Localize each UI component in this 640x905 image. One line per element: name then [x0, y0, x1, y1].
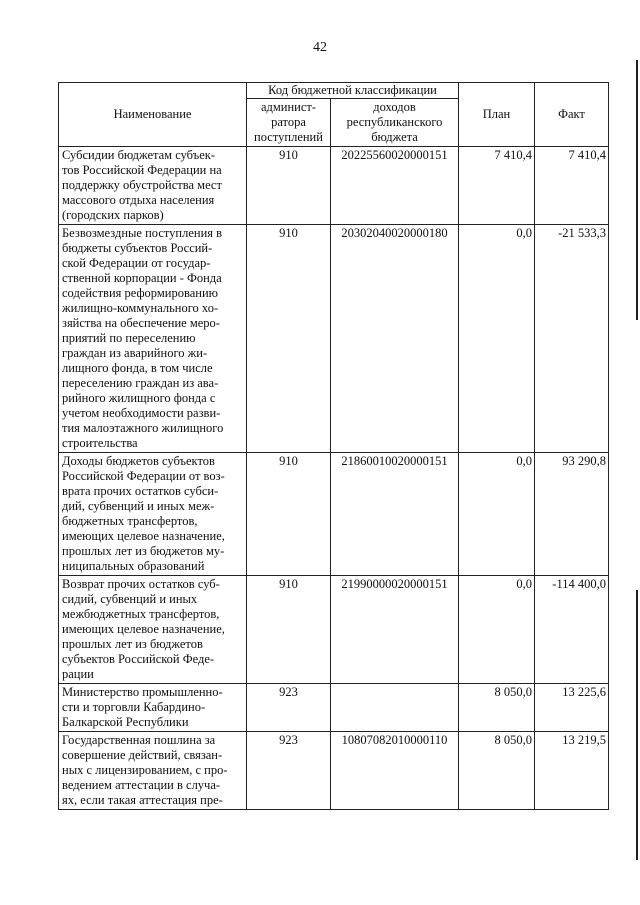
table-row: [59, 684, 609, 732]
row-name: [59, 147, 247, 225]
table-row: [59, 147, 609, 225]
row-admin: 923: [247, 732, 331, 810]
header-name: Наименование: [59, 83, 247, 147]
row-admin: 923: [247, 684, 331, 732]
row-fact: 93 290,8: [535, 453, 609, 576]
row-fact: -21 533,3: [535, 225, 609, 453]
table-row: [59, 453, 609, 576]
row-name: [59, 225, 247, 453]
row-name-text: Возврат прочих остатков суб- сидий, субвенций и иных межбюджетных трансфертов, имеющих целевое назначение, прошлых лет из бюджетов субъектов Российской Феде- рации: [62, 577, 225, 681]
row-plan: 7 410,4: [459, 147, 535, 225]
row-name: [59, 453, 247, 576]
row-admin: 910: [247, 576, 331, 684]
row-name-text: Государственная пошлина за совершение действий, связан- ных с лицензированием, с про- ведением аттестации в случа- ях, если такая аттестация пре-: [62, 733, 228, 807]
row-fact: 13 219,5: [535, 732, 609, 810]
row-code: 20302040020000180: [331, 225, 459, 453]
header-admin-text: админист- ратора поступлений: [254, 100, 323, 144]
table-row: [59, 576, 609, 684]
header-admin: [247, 99, 331, 147]
header-plan: План: [459, 83, 535, 147]
row-fact: -114 400,0: [535, 576, 609, 684]
budget-table: [58, 82, 609, 810]
row-name: [59, 684, 247, 732]
row-name: [59, 576, 247, 684]
scan-edge-mark-top: [636, 60, 638, 320]
row-name-text: Безвозмездные поступления в бюджеты субъектов Россий- ской Федерации от государ- ственной корпорации - Фонда содействия реформированию жилищно-коммунального хо- зяйства на обеспечение меро- приятий по переселению граждан из аварийного жи- лищного фонда, в том числе переселению граждан из ава- рийного жилищного фонда с учетом необходимости разви- тия малоэтажного жилищного строительства: [62, 226, 224, 450]
row-fact: 13 225,6: [535, 684, 609, 732]
row-plan: 8 050,0: [459, 732, 535, 810]
header-income-text: доходов республиканского бюджета: [346, 100, 443, 144]
row-name-text: Субсидии бюджетам субъек- тов Российской Федерации на поддержку обустройства мест массового отдыха населения (городских парков): [62, 148, 222, 222]
row-plan: 8 050,0: [459, 684, 535, 732]
header-income: [331, 99, 459, 147]
row-code: 10807082010000110: [331, 732, 459, 810]
scan-edge-mark-bottom: [636, 590, 638, 860]
table-row: [59, 225, 609, 453]
row-plan: 0,0: [459, 225, 535, 453]
row-code: [331, 684, 459, 732]
row-name-text: Министерство промышленно- сти и торговли Кабардино- Балкарской Республики: [62, 685, 223, 729]
row-code: 20225560020000151: [331, 147, 459, 225]
header-fact: Факт: [535, 83, 609, 147]
row-name-text: Доходы бюджетов субъектов Российской Федерации от воз- врата прочих остатков субси- дий, субвенций и иных меж- бюджетных трансфертов, имеющих целевое назначение, прошлых лет из бюджетов му- ниципальных образований: [62, 454, 225, 573]
header-row-top: [59, 83, 609, 99]
row-code: 21990000020000151: [331, 576, 459, 684]
row-admin: 910: [247, 225, 331, 453]
row-name: [59, 732, 247, 810]
row-admin: 910: [247, 147, 331, 225]
header-code-group: Код бюджетной классификации: [247, 83, 459, 99]
row-plan: 0,0: [459, 576, 535, 684]
row-code: 21860010020000151: [331, 453, 459, 576]
table-row: [59, 732, 609, 810]
page-number: 42: [313, 40, 327, 55]
row-fact: 7 410,4: [535, 147, 609, 225]
row-admin: 910: [247, 453, 331, 576]
row-plan: 0,0: [459, 453, 535, 576]
